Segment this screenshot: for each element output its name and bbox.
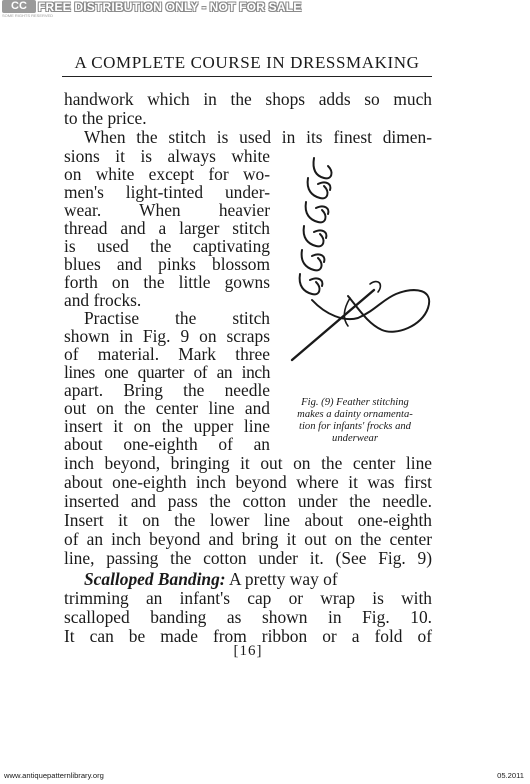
body-line: of material. Mark three bbox=[64, 344, 270, 364]
body-line: trimming an infant's cap or wrap is with bbox=[64, 588, 432, 608]
body-line: inserted and pass the cotton under the needle. bbox=[64, 491, 432, 511]
body-line: insert it on the upper line bbox=[64, 416, 270, 436]
feather-stitch-figure bbox=[286, 150, 438, 390]
body-line: Insert it on the lower line about one-eighth bbox=[64, 510, 432, 530]
distribution-notice: FREE DISTRIBUTION ONLY - NOT FOR SALE bbox=[38, 0, 302, 14]
footer-website: www.antiquepatternlibrary.org bbox=[4, 771, 104, 780]
distribution-banner bbox=[0, 0, 530, 18]
body-line: and frocks. bbox=[64, 290, 142, 310]
body-line: line, passing the cotton under it. (See Fig. 9) bbox=[64, 548, 432, 568]
figure-caption-line: underwear bbox=[332, 433, 378, 444]
body-line: is used the captivating bbox=[64, 236, 270, 256]
running-head: A COMPLETE COURSE IN DRESSMAKING bbox=[74, 53, 420, 72]
body-line: on white except for wo- bbox=[64, 164, 270, 184]
body-line: scalloped banding as shown in Fig. 10. bbox=[64, 607, 432, 627]
body-line: apart. Bring the needle bbox=[64, 380, 270, 400]
body-line: forth on the little gowns bbox=[64, 272, 270, 292]
body-line: of an inch beyond and bring it out on the center bbox=[64, 529, 432, 549]
figure-caption-line: makes a dainty ornamenta- bbox=[297, 409, 413, 420]
figure-caption-line: Fig. (9) Feather stitching bbox=[301, 397, 409, 408]
body-line: lines one quarter of an inch bbox=[64, 362, 270, 382]
body-line: sions it is always white bbox=[64, 146, 270, 166]
scalloped-first-line-rest: A pretty way of bbox=[225, 569, 338, 589]
scalloped-paragraph-start bbox=[84, 570, 432, 589]
body-line: blues and pinks blossom bbox=[64, 254, 270, 274]
body-line: Practise the stitch bbox=[84, 308, 270, 328]
body-line: handwork which in the shops adds so much bbox=[64, 89, 432, 109]
body-line: It can be made from ribbon or a fold of bbox=[64, 626, 432, 646]
footer-date: 05.2011 bbox=[497, 771, 524, 780]
body-line: out on the center line and bbox=[64, 398, 270, 418]
body-line: wear. When heavier bbox=[64, 200, 270, 220]
creative-commons-logo: CC bbox=[2, 0, 36, 13]
body-line: to the price. bbox=[64, 108, 147, 128]
figure-caption-line: tion for infants' frocks and bbox=[299, 421, 411, 432]
body-line: shown in Fig. 9 on scraps bbox=[64, 326, 270, 346]
page-number: [16] bbox=[233, 643, 263, 659]
body-line: about one-eighth inch beyond where it was first bbox=[64, 472, 432, 492]
body-line: When the stitch is used in its finest dimen- bbox=[84, 127, 432, 147]
scalloped-banding-heading: Scalloped Banding: bbox=[84, 569, 226, 589]
header-rule bbox=[62, 76, 432, 77]
cc-logo-subtext: SOME RIGHTS RESERVED bbox=[2, 13, 54, 18]
body-line: about one-eighth of an bbox=[64, 434, 270, 454]
body-line: men's light-tinted under- bbox=[64, 182, 270, 202]
body-line: thread and a larger stitch bbox=[64, 218, 270, 238]
body-line: inch beyond, bringing it out on the center line bbox=[64, 453, 432, 473]
